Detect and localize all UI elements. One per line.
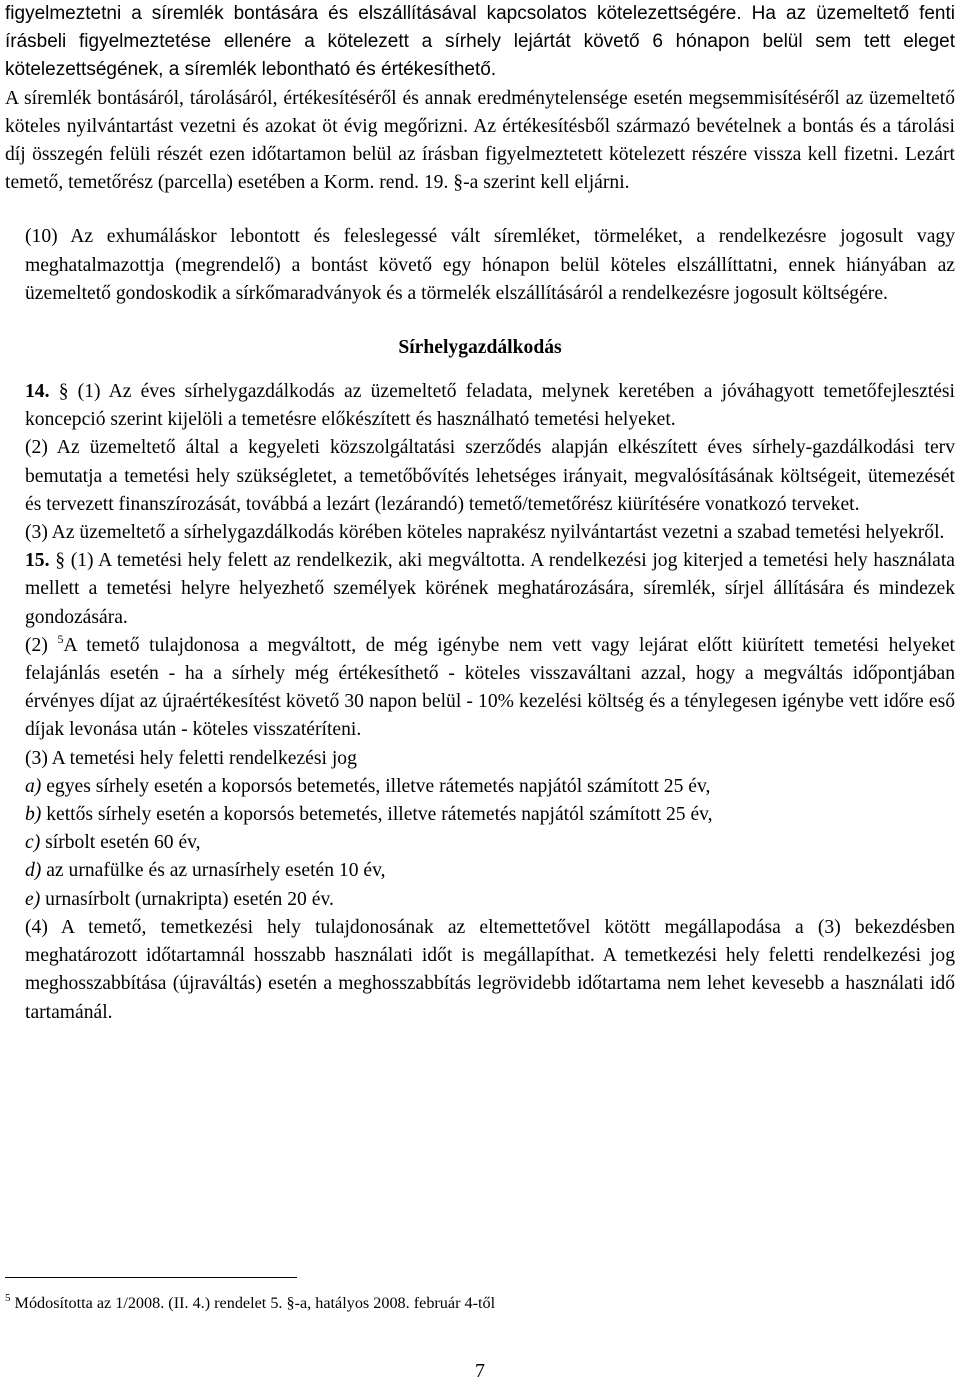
paragraph-10-exhumation: (10) Az exhumáláskor lebontott és feleslegessé vált síremléket, törmeléket, a rendelkezésre jogosult vagy meghatalmazottja (megrendelő) a bontást követő egy hónapon belül köteles elszállíttatni, ennek hiányában az üzemeltető gondoskodik a sírkőmaradványok és a törmelék elszállításáról a rendelkezésre jogosult költségére. bbox=[25, 226, 955, 304]
list-item bbox=[5, 886, 955, 914]
list-item-letter: b) bbox=[25, 804, 42, 826]
section-14-para-1-text: § (1) Az éves sírhelygazdálkodás az üzemeltető feladata, melynek keretében a jóváhagyott temetőfejlesztési koncepció szerint kijelöli a temetésre előkészített és használható temetési helyeket. bbox=[25, 381, 955, 431]
list-item-letter: e) bbox=[25, 888, 41, 910]
list-item bbox=[5, 801, 955, 829]
list-item bbox=[5, 773, 955, 801]
list-item-text: az urnafülke és az urnasírhely esetén 10 év, bbox=[46, 860, 386, 882]
list-item-letter: c) bbox=[25, 832, 41, 854]
section-15-number: 15. bbox=[25, 550, 50, 572]
page-number: 7 bbox=[475, 1360, 485, 1382]
list-item bbox=[5, 829, 955, 857]
footnote bbox=[5, 1292, 495, 1314]
section-heading: Sírhelygazdálkodás bbox=[398, 337, 562, 359]
list-item-text: urnasírbolt (urnakripta) esetén 20 év. bbox=[45, 888, 334, 910]
section-14-para-1 bbox=[5, 378, 955, 434]
list-item bbox=[5, 857, 955, 885]
section-14-number: 14. bbox=[25, 381, 50, 403]
section-15-para-2 bbox=[5, 632, 955, 745]
section-15-para-1-text: § (1) A temetési hely felett az rendelkezik, aki megváltotta. A rendelkezési jog kiterjed a temetési hely használata mellett a temetési helyre helyezhető személyek körének meghatározására, síremlék, sírjel állítására és mindezek gondozására. bbox=[25, 550, 955, 628]
list-item-letter: a) bbox=[25, 775, 42, 797]
section-14-para-2: (2) Az üzemeltető által a kegyeleti közszolgáltatási szerződés alapján elkészített éves sírhely-gazdálkodási terv bemutatja a temetési hely szükségletet, a temetőbővítés lehetséges irányait, megvalósításának költségeit, ütemezését és tervezett finanszírozását, továbbá a lezárt (lezárandó) temető/temetőrész kiürítésére vonatkozó terveket. bbox=[25, 437, 955, 515]
footnote-reference[interactable]: 5 bbox=[57, 631, 64, 646]
list-item-letter: d) bbox=[25, 860, 42, 882]
footnote-divider bbox=[5, 1277, 297, 1278]
intro-paragraph-sans: figyelmeztetni a síremlék bontására és elszállításával kapcsolatos kötelezettségére. Ha az üzemeltető fenti írásbeli figyelmeztetése ellenére a kötelezett a sírhely lejártát követő 6 hónapon belül sem tett eleget kötelezettségének, a síremlék lebontható és értékesíthető. bbox=[5, 3, 955, 81]
list-item-text: sírbolt esetén 60 év, bbox=[45, 832, 201, 854]
section-15-para-2-prefix: (2) bbox=[25, 634, 48, 656]
document-page bbox=[5, 0, 955, 1027]
section-15-para-2-text: A temető tulajdonosa a megváltott, de még igénybe nem vett vagy lejárat előtt kiürített temetési helyeket felajánlás esetén - ha a sírhely még értékesíthető - köteles visszaváltani azzal, hogy a megváltás időpontjában érvényes díjat az újraértékesítést követő 30 napon belül - 10% kezelési költség és a ténylegesen igénybe vett időre eső díjak levonása után - köteles visszatéríteni. bbox=[25, 634, 955, 741]
section-15-para-3-intro: (3) A temetési hely feletti rendelkezési jog bbox=[25, 747, 357, 769]
footnote-number: 5 bbox=[5, 1292, 11, 1304]
intro-paragraph-storage: A síremlék bontásáról, tárolásáról, értékesítéséről és annak eredménytelensége esetén megsemmisítéséről az üzemeltető köteles nyilvántartást vezetni és azokat öt évig megőrizni. Az értékesítésből származó bevételnek a bontás és a tárolási díj összegén felüli részét ezen időtartamon belül az írásban figyelmeztetett kötelezett részére vissza kell fizetni. Lezárt temető, temetőrész (parcella) esetében a Korm. rend. 19. §-a szerint kell eljárni. bbox=[5, 87, 955, 194]
list-item-text: egyes sírhely esetén a koporsós betemetés, illetve rátemetés napjától számított 25 év, bbox=[46, 775, 711, 797]
list-item-text: kettős sírhely esetén a koporsós betemetés, illetve rátemetés napjától számított 25 év, bbox=[46, 804, 713, 826]
footnote-text: Módosította az 1/2008. (II. 4.) rendelet 5. §-a, hatályos 2008. február 4-től bbox=[14, 1294, 496, 1312]
section-15-para-1 bbox=[5, 547, 955, 632]
section-15-para-4: (4) A temető, temetkezési hely tulajdonosának az eltemettetővel kötött megállapodása a (3) bekezdésben meghatározott időtartamnál hosszabb használati időt is megállapíthat. A temetkezési hely feletti rendelkezési jog meghosszabbítása (újraváltás) esetén a meghosszabbítás legrövidebb időtartama nem lehet kevesebb a használati idő tartamánál. bbox=[25, 916, 955, 1023]
section-14-para-3: (3) Az üzemeltető a sírhelygazdálkodás körében köteles naprakész nyilvántartást vezetni a szabad temetési helyekről. bbox=[25, 522, 945, 544]
